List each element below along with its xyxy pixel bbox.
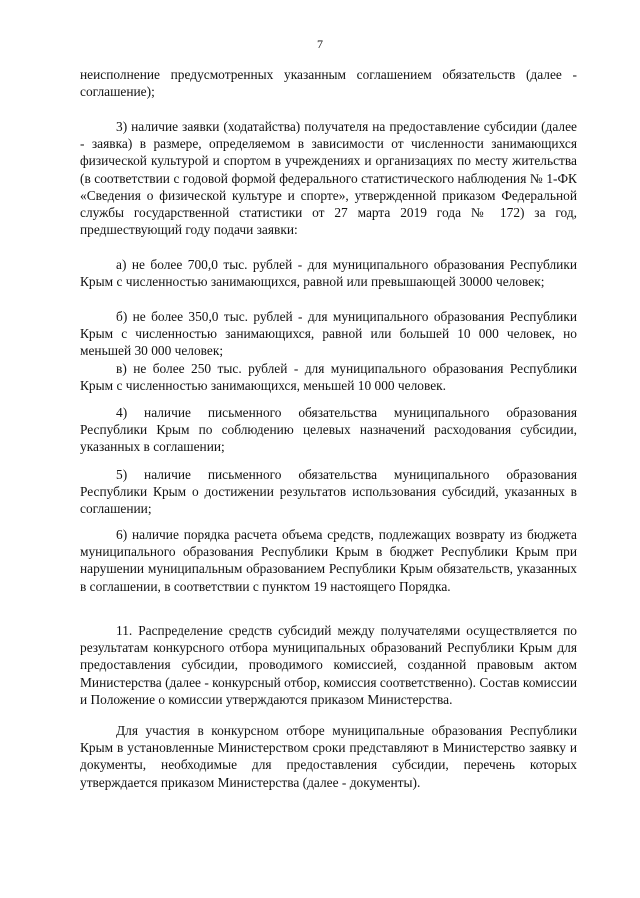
paragraph-participation: Для участия в конкурсном отборе муниципальные образования Республики Крым в установленные Министерством сроки представляют в Министерство заявку и документы, необходимые для предоставления субсидии, перечень которых утверждается приказом Министерства (далее - документы). bbox=[80, 723, 577, 790]
paragraph-continuation: неисполнение предусмотренных указанным соглашением обязательств (далее - соглашение); bbox=[80, 67, 577, 100]
paragraph-item-4: 4) наличие письменного обязательства муниципального образования Республики Крым по соблюдению целевых назначений расходования субсидии, указанных в соглашении; bbox=[80, 405, 577, 455]
paragraph-item-6: 6) наличие порядка расчета объема средств, подлежащих возврату из бюджета муниципального образования Республики Крым в бюджет Республики Крым при нарушении муниципальным образованием Республики Крым обязательств, указанных в соглашении, в соответствии с пунктом 19 настоящего Порядка. bbox=[80, 527, 577, 594]
paragraph-section-11: 11. Распределение средств субсидий между получателями осуществляется по результатам конкурсного отбора муниципальных образований Республики Крым для предоставления субсидии, проводимого комиссией, созданной правовым актом Министерства (далее - конкурсный отбор, комиссия соответственно). Состав комиссии и Положение о комиссии утверждаются приказом Министерства. bbox=[80, 623, 577, 707]
paragraph-item-3b: б) не более 350,0 тыс. рублей - для муниципального образования Республики Крым с численностью занимающихся, равной или большей 10 000 человек, но меньшей 30 000 человек; bbox=[80, 309, 577, 359]
paragraph-item-3: 3) наличие заявки (ходатайства) получателя на предоставление субсидии (далее - заявка) в размере, определяемом в зависимости от численности занимающихся физической культурой и спортом в учреждениях и организациях по месту жительства (в соответствии с годовой формой федерального статистического наблюдения № 1-ФК «Сведения о физической культуре и спорте», утвержденной приказом Федеральной службы государственной статистики от 27 марта 2019 года № 172) за год, предшествующий году подачи заявки: bbox=[80, 119, 577, 238]
paragraph-item-3a: а) не более 700,0 тыс. рублей - для муниципального образования Республики Крым с численностью занимающихся, равной или превышающей 30000 человек; bbox=[80, 257, 577, 290]
paragraph-item-5: 5) наличие письменного обязательства муниципального образования Республики Крым о достижении результатов использования субсидий, указанных в соглашении; bbox=[80, 467, 577, 517]
page-number: 7 bbox=[317, 37, 323, 51]
paragraph-item-3c: в) не более 250 тыс. рублей - для муниципального образования Республики Крым с численностью занимающихся, меньшей 10 000 человек. bbox=[80, 361, 577, 394]
